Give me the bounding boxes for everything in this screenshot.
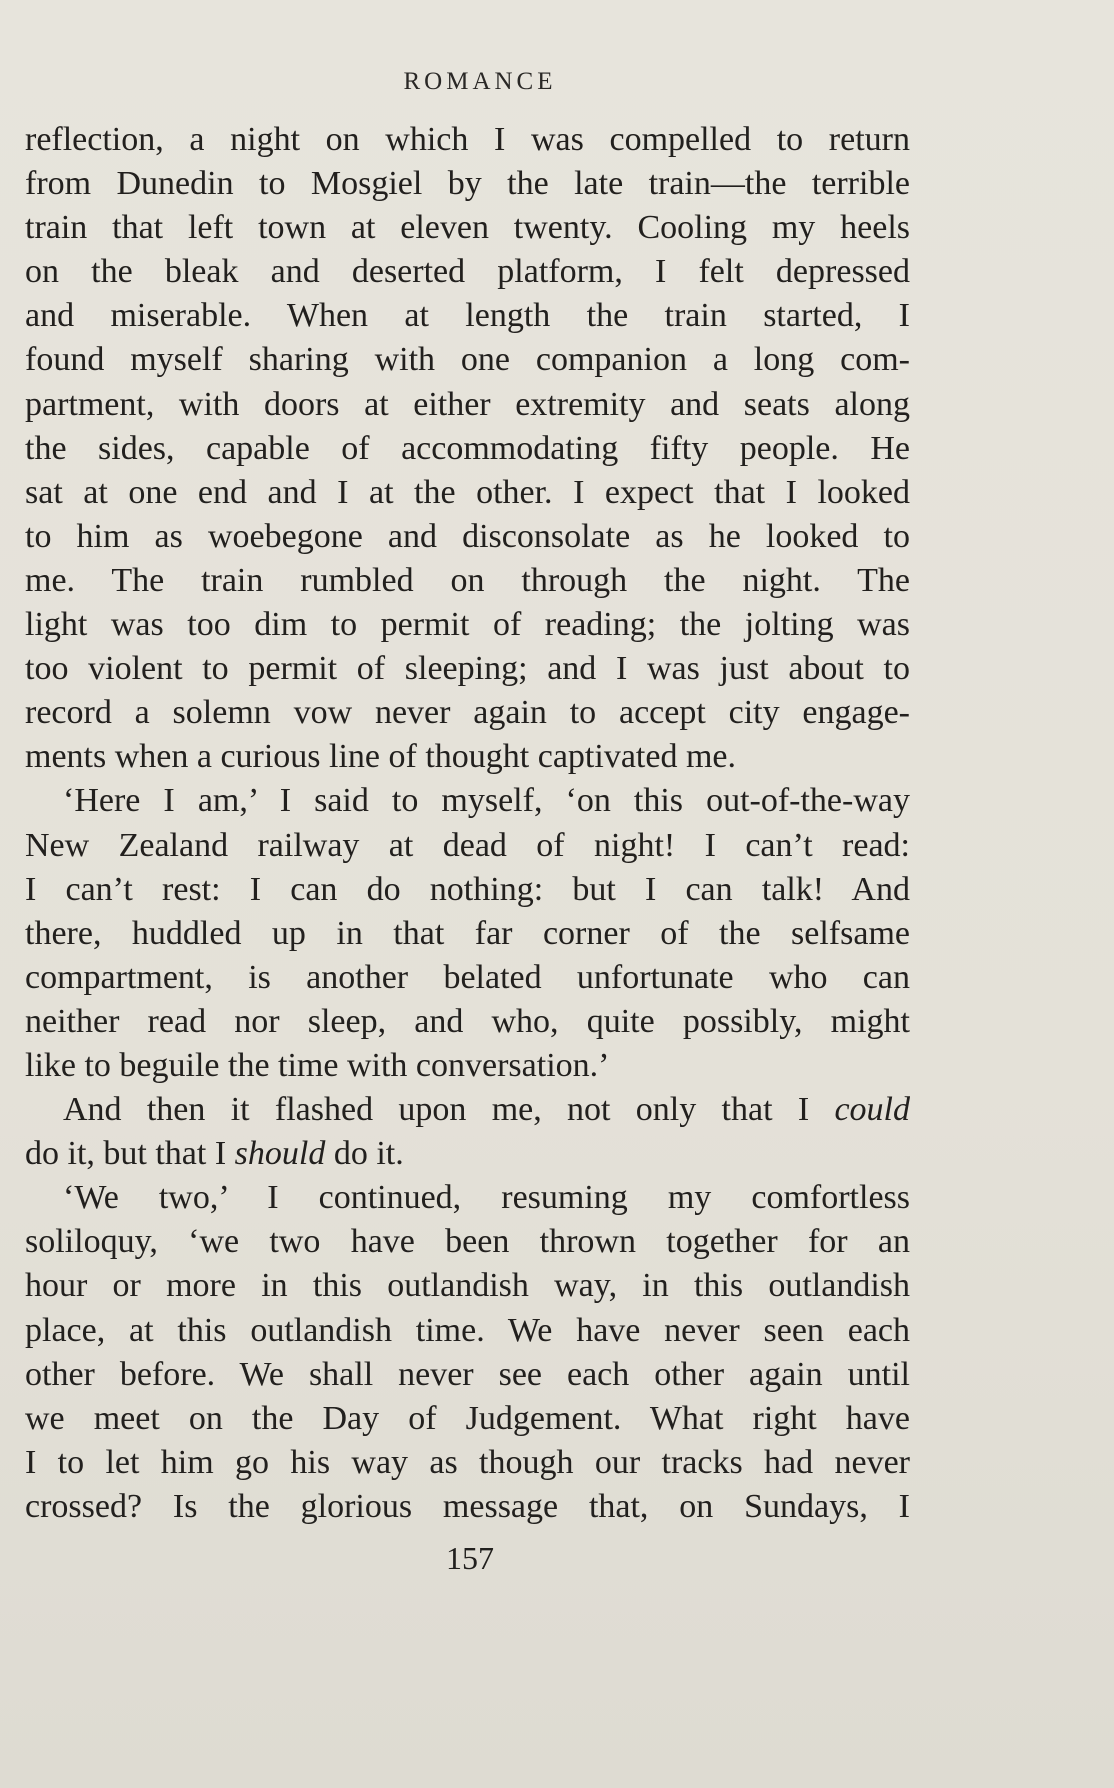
text-line: ‘Here I am,’ I said to myself, ‘on this out-of-the-way <box>63 782 910 820</box>
text-line: there, huddled up in that far corner of the selfsame <box>25 914 910 952</box>
text-line: crossed? Is the glorious message that, on Sundays, I <box>25 1487 910 1525</box>
text-line: we meet on the Day of Judgement. What right have <box>25 1399 910 1437</box>
text-line: reflection, a night on which I was compelled to return <box>25 121 910 158</box>
text-line: compartment, is another belated unfortunate who can <box>25 958 910 996</box>
text-line: sat at one end and I at the other. I expect that I looked <box>25 473 910 511</box>
text-line: record a solemn vow never again to accept city engage- <box>25 694 910 732</box>
text-line: place, at this outlandish time. We have never seen each <box>25 1311 910 1349</box>
text-line: and miserable. When at length the train started, I <box>25 297 910 335</box>
text-run: do it, but that I <box>25 1135 235 1173</box>
text-run: do it. <box>325 1135 404 1173</box>
text-line: partment, with doors at either extremity and seats along <box>25 385 910 423</box>
body-text <box>25 118 910 1529</box>
text-run: And then it flashed upon me, not only that I <box>63 1091 835 1129</box>
text-line: I to let him go his way as though our tracks had never <box>25 1443 910 1481</box>
text-line: neither read nor sleep, and who, quite possibly, might <box>25 1002 910 1040</box>
text-line: found myself sharing with one companion a long com- <box>25 341 910 379</box>
text-line: hour or more in this outlandish way, in this outlandish <box>25 1267 910 1305</box>
text-line: me. The train rumbled on through the night. The <box>25 561 910 599</box>
text-line: other before. We shall never see each other again until <box>25 1355 910 1393</box>
text-line: to him as woebegone and disconsolate as he looked to <box>25 517 910 555</box>
text-line: ments when a curious line of thought captivated me. <box>25 738 736 776</box>
text-line: the sides, capable of accommodating fifty people. He <box>25 429 910 467</box>
running-head: ROMANCE <box>403 68 557 95</box>
text-line: on the bleak and deserted platform, I felt depressed <box>25 253 910 291</box>
text-line: train that left town at eleven twenty. Cooling my heels <box>25 209 910 247</box>
text-line: New Zealand railway at dead of night! I can’t read: <box>25 826 910 864</box>
text-line <box>25 1132 910 1176</box>
text-line: from Dunedin to Mosgiel by the late train—the terrible <box>25 165 910 203</box>
text-line: like to beguile the time with conversation.’ <box>25 1046 610 1084</box>
italic-text: could <box>834 1091 910 1129</box>
text-line <box>25 1088 910 1132</box>
text-line: I can’t rest: I can do nothing: but I can talk! And <box>25 870 910 908</box>
text-line: soliloquy, ‘we two have been thrown together for an <box>25 1223 910 1261</box>
text-line: ‘We two,’ I continued, resuming my comfortless <box>63 1179 910 1217</box>
text-line: light was too dim to permit of reading; the jolting was <box>25 606 910 644</box>
page-number: 157 <box>446 1540 494 1576</box>
text-line: too violent to permit of sleeping; and I was just about to <box>25 650 910 688</box>
italic-text: should <box>234 1135 326 1173</box>
